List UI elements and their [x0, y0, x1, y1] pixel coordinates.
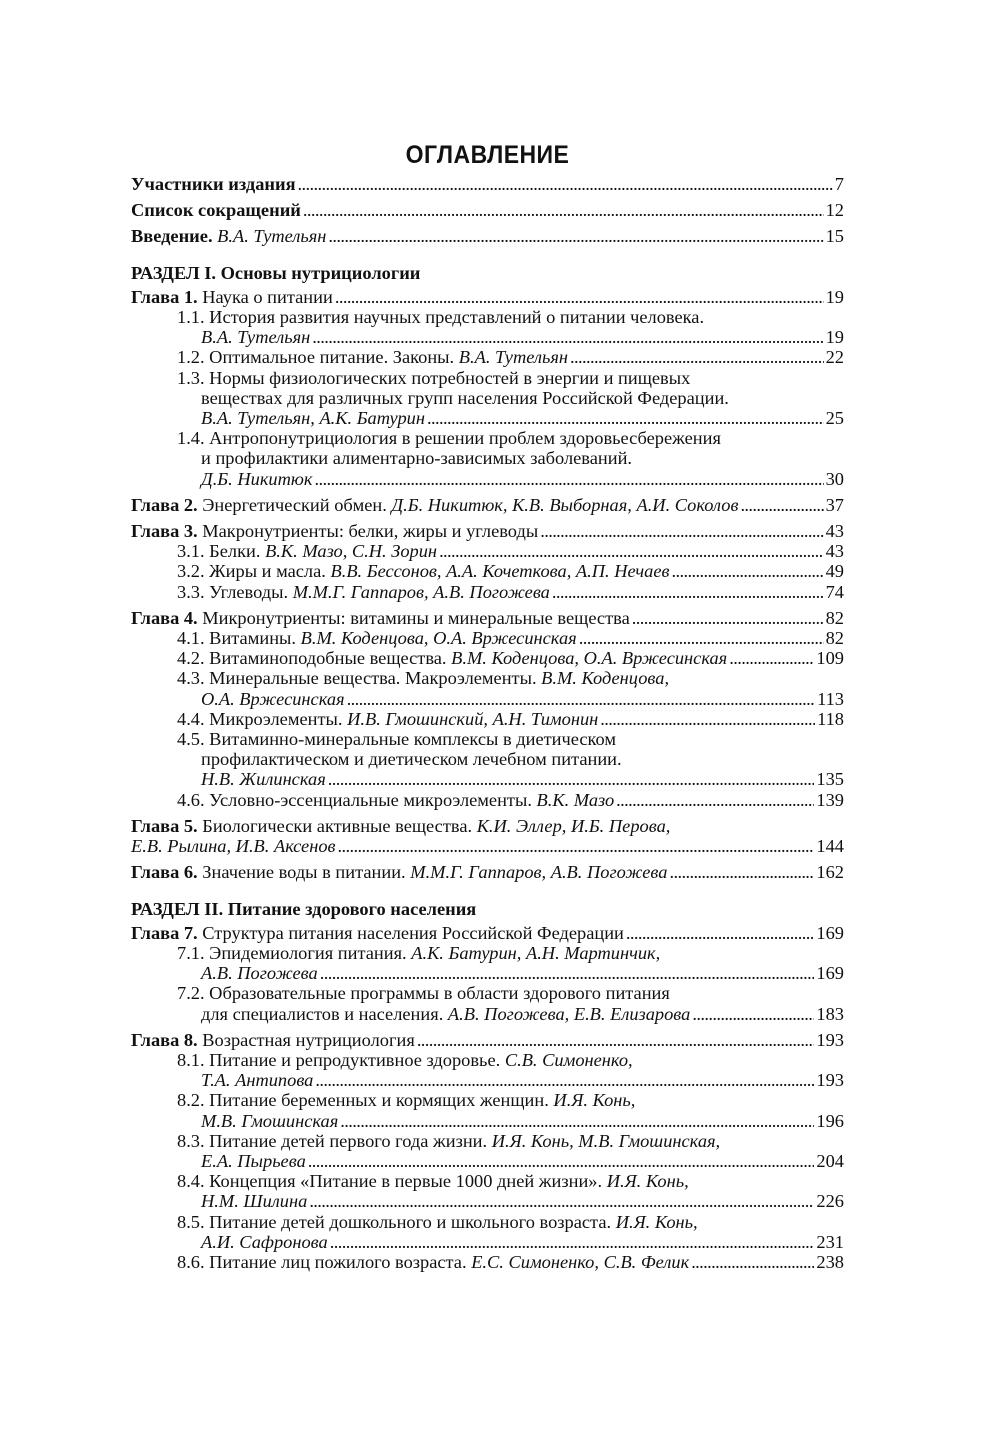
chapter-title: Биологически активные вещества. [202, 815, 473, 836]
subsection-title[interactable] [131, 943, 844, 963]
subsection-title-text: 8.3. Питание детей первого года жизни. [177, 1130, 488, 1151]
dot-leader [314, 469, 823, 489]
dot-leader [669, 862, 814, 882]
page-number: 139 [816, 789, 844, 810]
entry-label: Введение. [131, 226, 213, 247]
subsection-entry[interactable] [131, 347, 844, 367]
dot-leader [417, 1030, 815, 1050]
page-number: 231 [816, 1231, 844, 1252]
chapter-title: Значение воды в питании. [202, 862, 406, 883]
subsection-title: 4.1. Витамины. [177, 628, 296, 649]
subsection-title: 3.1. Белки. [177, 541, 261, 562]
chapter-entry[interactable] [131, 862, 844, 882]
page-number: 238 [816, 1251, 844, 1272]
dot-leader [320, 963, 815, 983]
subsection-title: 8.6. Питание лиц пожилого возраста. [177, 1251, 467, 1272]
dot-leader [347, 689, 815, 709]
subsection-title-cont: для специалистов и населения. [201, 1003, 444, 1024]
entry-authors: В.К. Мазо [536, 789, 615, 810]
subsection-entry[interactable] [131, 1004, 844, 1024]
entry-authors: Д.Б. Никитюк, К.В. Выборная, А.И. Соколов [391, 494, 739, 515]
subsection-title[interactable]: 1.3. Нормы физиологических потребностей в энергии и пищевых [177, 367, 691, 388]
subsection-entry[interactable] [131, 582, 844, 602]
dot-leader [330, 1232, 815, 1252]
chapter-title: Наука о питании [202, 286, 333, 307]
subsection-title[interactable]: 1.1. История развития научных представлений о питании человека. [177, 307, 705, 328]
entry-authors: М.В. Гмошинская [201, 1110, 339, 1131]
subsection-entry[interactable] [131, 469, 844, 489]
entry-authors: В.М. Коденцова, О.А. Вржесинская [300, 628, 577, 649]
entry-authors: Н.В. Жилинская [201, 769, 326, 790]
entry-authors: О.А. Вржесинская [201, 688, 345, 709]
chapter-entry[interactable] [131, 521, 844, 541]
entry-authors: Е.А. Пырьева [201, 1150, 306, 1171]
page-number: 204 [816, 1150, 844, 1171]
page-number: 196 [816, 1110, 844, 1131]
entry-authors: Н.М. Шилина [201, 1191, 308, 1212]
dot-leader [540, 521, 823, 541]
chapter-label: Глава 4. [131, 607, 198, 628]
entry-authors: А.В. Погожева [201, 963, 318, 984]
page-number: 74 [825, 581, 844, 602]
table-of-contents [131, 140, 844, 1272]
page-number: 7 [834, 174, 844, 194]
chapter-label: Глава 3. [131, 521, 198, 542]
subsection-entry[interactable] [131, 689, 844, 709]
subsection-title-text: 8.1. Питание и репродуктивное здоровье. [177, 1049, 501, 1070]
entry-authors: В.А. Тутельян [217, 226, 327, 247]
entry-authors: Е.В. Рылина, И.В. Аксенов [131, 836, 336, 857]
page-number: 169 [816, 963, 844, 984]
dot-leader [579, 628, 824, 648]
entry-authors: В.М. Коденцова, О.А. Вржесинская [451, 648, 728, 669]
page-number: 30 [825, 468, 844, 489]
dot-leader [328, 226, 823, 246]
dot-leader [691, 1252, 814, 1272]
dot-leader [729, 648, 814, 668]
entry-authors: И.Я. Конь, [553, 1090, 636, 1111]
subsection-entry[interactable] [131, 648, 844, 668]
chapter-title: Энергетический обмен. [202, 494, 387, 515]
subsection-entry[interactable] [131, 1232, 844, 1252]
dot-leader [335, 287, 824, 307]
entry-authors: И.В. Гмошинский, А.Н. Тимонин [347, 708, 599, 729]
subsection-entry[interactable] [131, 561, 844, 581]
subsection-title[interactable]: 4.5. Витаминно-минеральные комплексы в диетическом [177, 729, 617, 750]
chapter-title: Микронутриенты: витамины и минеральные вещества [202, 607, 630, 628]
page-number: 193 [816, 1029, 844, 1050]
subsection-entry[interactable] [131, 408, 844, 428]
dot-leader [552, 582, 824, 602]
page-number: 162 [816, 862, 844, 883]
entry-authors: В.А. Тутельян [201, 327, 311, 348]
subsection-title-cont: профилактическом и диетическом лечебном питании. [201, 749, 622, 770]
chapter-title: Возрастная нутрициология [202, 1029, 415, 1050]
chapter-label: Глава 2. [131, 494, 198, 515]
chapter-label: Глава 8. [131, 1029, 198, 1050]
dot-leader [328, 769, 815, 789]
page-number: 144 [816, 836, 844, 857]
dot-leader [632, 608, 824, 628]
entry-authors: Е.С. Симоненко, С.В. Фелик [471, 1251, 690, 1272]
subsection-title[interactable] [131, 1171, 844, 1191]
page-number: 22 [825, 347, 844, 368]
section-heading: РАЗДЕЛ I. Основы нутрициологии [131, 262, 421, 283]
page-number: 183 [816, 1003, 844, 1024]
subsection-entry[interactable] [131, 628, 844, 648]
dot-leader [626, 923, 815, 943]
subsection-title: 4.2. Витаминоподобные вещества. [177, 648, 447, 669]
dot-leader [692, 1004, 814, 1024]
subsection-title: 4.6. Условно-эссенциальные микроэлементы. [177, 789, 532, 810]
subsection-title[interactable]: 1.4. Антропонутрициология в решении проблем здоровьесбережения [177, 428, 721, 449]
dot-leader [427, 408, 824, 428]
subsection-entry[interactable] [131, 541, 844, 561]
entry-label: Участники издания [131, 174, 296, 194]
entry-authors: Т.А. Антипова [201, 1070, 314, 1091]
entry-authors: В.А. Тутельян, А.К. Батурин [201, 408, 425, 429]
entry-authors: И.Я. Конь, М.В. Гмошинская, [491, 1130, 721, 1151]
toc-entry[interactable] [131, 174, 844, 194]
dot-leader [616, 790, 814, 810]
dot-leader [338, 836, 815, 856]
entry-authors: А.К. Батурин, А.Н. Мартинчик, [411, 942, 661, 963]
dot-leader [600, 709, 815, 729]
entry-label: Список сокращений [131, 200, 301, 221]
subsection-title[interactable] [131, 668, 844, 688]
entry-authors: В.М. Коденцова, [541, 668, 670, 689]
chapter-label: Глава 7. [131, 922, 198, 943]
subsection-entry[interactable] [131, 327, 844, 347]
subsection-entry[interactable] [131, 769, 844, 789]
chapter-entry-cont[interactable] [131, 836, 844, 856]
subsection-entry[interactable] [131, 709, 844, 729]
section-heading: РАЗДЕЛ II. Питание здорового населения [131, 898, 477, 919]
page-number: 226 [816, 1191, 844, 1212]
subsection-title-text: 8.4. Концепция «Питание в первые 1000 дней жизни». [177, 1171, 603, 1192]
entry-authors: И.Я. Конь, [606, 1171, 689, 1192]
chapter-label: Глава 1. [131, 286, 198, 307]
chapter-entry[interactable] [131, 495, 844, 515]
subsection-title-cont: и профилактики алиментарно-зависимых заболеваний. [201, 448, 633, 469]
chapter-label: Глава 5. [131, 815, 198, 836]
dot-leader [309, 1191, 814, 1211]
subsection-title: 3.2. Жиры и масла. [177, 561, 326, 582]
page-number: 118 [817, 708, 844, 729]
page-number: 193 [816, 1070, 844, 1091]
subsection-entry[interactable] [131, 963, 844, 983]
subsection-title-text: 7.1. Эпидемиология питания. [177, 942, 407, 963]
subsection-title[interactable] [131, 1050, 844, 1070]
entry-authors: В.А. Тутельян [458, 347, 569, 368]
subsection-title[interactable]: 7.2. Образовательные программы в области здорового питания [177, 983, 670, 1004]
page-number: 37 [825, 494, 844, 515]
page-number: 12 [825, 200, 844, 221]
page-number: 19 [825, 286, 844, 307]
subsection-title-text: 8.5. Питание детей дошкольного и школьного возраста. [177, 1211, 612, 1232]
subsection-title[interactable] [131, 1131, 844, 1151]
dot-leader [570, 347, 824, 367]
page-number: 82 [825, 607, 844, 628]
toc-entry[interactable] [131, 226, 844, 246]
dot-leader [312, 327, 823, 347]
subsection-title: 4.4. Микроэлементы. [177, 708, 343, 729]
dot-leader [340, 1111, 814, 1131]
page-number: 49 [825, 561, 844, 582]
dot-leader [298, 174, 833, 194]
entry-authors: М.М.Г. Гаппаров, А.В. Погожева [292, 581, 550, 602]
toc-entry[interactable] [131, 200, 844, 220]
page-number: 43 [825, 521, 844, 542]
subsection-entry[interactable] [131, 790, 844, 810]
page-number: 82 [825, 628, 844, 649]
chapter-entry[interactable] [131, 287, 844, 307]
subsection-title: 1.2. Оптимальное питание. Законы. [177, 347, 455, 368]
page-number: 43 [825, 541, 844, 562]
dot-leader [303, 200, 824, 220]
chapter-entry[interactable] [131, 608, 844, 628]
dot-leader [740, 495, 823, 515]
entry-authors: А.И. Сафронова [201, 1231, 328, 1252]
entry-authors: Д.Б. Никитюк [201, 468, 313, 489]
entry-authors: К.И. Эллер, И.Б. Перова, [476, 815, 671, 836]
subsection-title-text: 8.2. Питание беременных и кормящих женщин. [177, 1090, 549, 1111]
page-number: 19 [825, 327, 844, 348]
page-number: 25 [825, 408, 844, 429]
page-title: ОГЛАВЛЕНИЕ [405, 141, 570, 169]
page-number: 169 [816, 922, 844, 943]
subsection-entry[interactable] [131, 1252, 844, 1272]
subsection-title-text: 4.3. Минеральные вещества. Макроэлементы. [177, 668, 537, 689]
dot-leader [672, 561, 824, 581]
page-number: 113 [817, 688, 844, 709]
page-number: 15 [825, 226, 844, 247]
subsection-title-cont: веществах для различных групп населения Российской Федерации. [201, 387, 729, 408]
chapter-label: Глава 6. [131, 862, 198, 883]
subsection-entry[interactable] [131, 1070, 844, 1090]
entry-authors: В.В. Бессонов, А.А. Кочеткова, А.П. Нечаев [330, 561, 670, 582]
entry-authors: В.К. Мазо, С.Н. Зорин [265, 541, 438, 562]
chapter-entry[interactable] [131, 816, 844, 836]
subsection-entry[interactable] [131, 1151, 844, 1171]
subsection-title[interactable] [131, 1090, 844, 1110]
subsection-entry[interactable] [131, 1191, 844, 1211]
entry-authors: И.Я. Конь, [615, 1211, 698, 1232]
subsection-entry[interactable] [131, 1111, 844, 1131]
page-number: 135 [816, 769, 844, 790]
chapter-title: Макронутриенты: белки, жиры и углеводы [202, 521, 539, 542]
dot-leader [308, 1151, 815, 1171]
chapter-entry[interactable] [131, 923, 844, 943]
page-number: 109 [816, 648, 844, 669]
entry-authors: А.В. Погожева, Е.В. Елизарова [447, 1003, 691, 1024]
subsection-title[interactable] [131, 1212, 844, 1232]
dot-leader [439, 541, 824, 561]
subsection-title: 3.3. Углеводы. [177, 581, 289, 602]
entry-authors: С.В. Симоненко, [504, 1049, 633, 1070]
chapter-title: Структура питания населения Российской Федерации [202, 922, 624, 943]
chapter-entry[interactable] [131, 1030, 844, 1050]
entry-authors: М.М.Г. Гаппаров, А.В. Погожева [410, 862, 668, 883]
dot-leader [315, 1070, 814, 1090]
